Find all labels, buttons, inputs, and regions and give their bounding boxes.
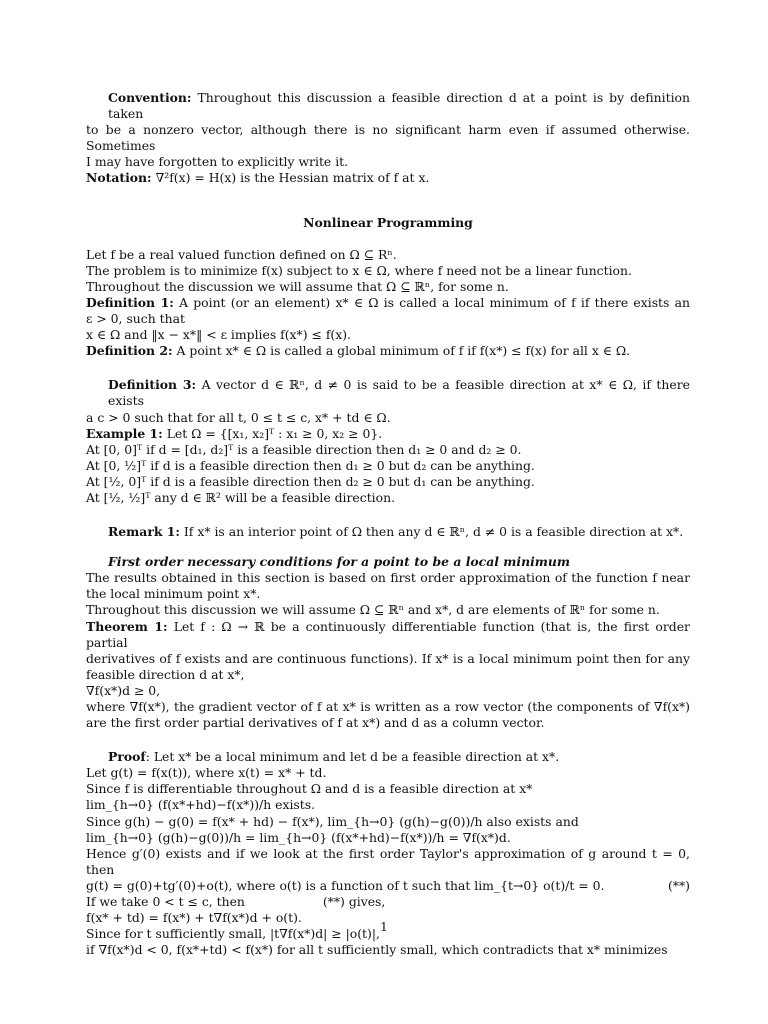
proof-line-5: Since g(h) − g(0) = f(x* + hd) − f(x*), lim_{h→0} (g(h)−g(0))/h also exists and <box>86 813 579 829</box>
convention-text-1: Throughout this discussion a feasible direction d at a point is by definition taken <box>108 90 690 122</box>
notation-text: ∇²f(x) = H(x) is the Hessian matrix of f at x. <box>155 170 430 186</box>
convention-line-2: to be a nonzero vector, although there is no significant harm even if assumed otherwise. Sometimes <box>86 122 690 154</box>
definition-1-text-1: A point (or an element) x* ∈ Ω is called a local minimum of f if there exists an <box>179 294 690 310</box>
example-1-item: At [0, ½]ᵀ if d is a feasible direction then d₁ ≥ 0 but d₂ can be anything. <box>86 457 535 473</box>
first-order-line-2: the local minimum point x*. <box>86 586 261 602</box>
notation-line <box>86 170 690 186</box>
proof-line-2: Let g(t) = f(x(t)), where x(t) = x* + td. <box>86 765 327 781</box>
theorem-1-line-5: where ∇f(x*), the gradient vector of f at x* is written as a row vector (the components of ∇f(x*) <box>86 699 690 714</box>
definition-3-label: Definition 3: <box>108 377 197 393</box>
definition-2-label: Definition 2: <box>86 343 173 359</box>
first-order-line-3: Throughout this discussion we will assume Ω ⊆ ℝⁿ and x*, d are elements of ℝⁿ for some n. <box>86 602 660 618</box>
proof-text-9b: (**) gives, <box>322 894 386 910</box>
definition-1-line-1 <box>86 295 690 311</box>
definition-3-text-1: A vector d ∈ ℝⁿ, d ≠ 0 is said to be a feasible direction at x* ∈ Ω, if there exists <box>108 377 690 409</box>
theorem-1-line-4: ∇f(x*)d ≥ 0, <box>86 682 161 698</box>
proof-line-3: Since f is differentiable throughout Ω and d is a feasible direction at x* <box>86 781 533 797</box>
equation-tag: (**) <box>667 877 690 893</box>
example-1-item: At [½, ½]ᵀ any d ∈ ℝ² will be a feasible direction. <box>86 489 396 505</box>
notation-label: Notation: <box>86 170 152 186</box>
remark-1-label: Remark 1: <box>108 524 180 540</box>
proof-line-7: Hence g′(0) exists and if we look at the first order Taylor's approximation of g around t = 0, then <box>86 845 690 877</box>
proof-text-1: : Let x* be a local minimum and let d be a feasible direction at x*. <box>145 749 560 765</box>
convention-label: Convention: <box>108 90 192 105</box>
theorem-1-text-1: Let f : Ω → ℝ be a continuously differentiable function (that is, the first order partial <box>86 618 690 650</box>
section-title: Nonlinear Programming <box>303 214 473 230</box>
example-1-item: At [½, 0]ᵀ if d is a feasible direction then d₂ ≥ 0 but d₁ can be anything. <box>86 473 535 489</box>
definition-1-line-2: ε > 0, such that <box>86 311 185 327</box>
proof-line-11: Since for t sufficiently small, |t∇f(x*)d| ≥ |o(t)|, <box>86 926 380 942</box>
example-1-label: Example 1: <box>86 425 163 441</box>
remark-1-text: If x* is an interior point of Ω then any d ∈ ℝⁿ, d ≠ 0 is a feasible direction at x*. <box>183 524 684 540</box>
definition-2-line <box>86 343 690 359</box>
intro-line-3: Throughout the discussion we will assume that Ω ⊆ ℝⁿ, for some n. <box>86 278 509 294</box>
proof-text-9a: If we take 0 < t ≤ c, then <box>86 894 245 910</box>
proof-line-10: f(x* + td) = f(x*) + t∇f(x*)d + o(t). <box>86 910 302 926</box>
example-1-line <box>86 426 690 442</box>
definition-2-text: A point x* ∈ Ω is called a global minimum of f if f(x*) ≤ f(x) for all x ∈ Ω. <box>176 343 631 359</box>
proof-text-8: g(t) = g(0)+tg′(0)+o(t), where o(t) is a function of t such that lim_{t→0} o(t)/t = 0. <box>86 877 605 893</box>
document-page <box>86 90 690 958</box>
page-number: 1 <box>380 920 388 934</box>
definition-1-line-3: x ∈ Ω and ‖x − x*‖ < ε implies f(x*) ≤ f(x). <box>86 327 352 343</box>
proof-line-4: lim_{h→0} (f(x*+hd)−f(x*))/h exists. <box>86 797 316 813</box>
theorem-1-line-1 <box>86 619 690 651</box>
convention-line-1 <box>86 90 690 122</box>
theorem-1-line-6: are the first order partial derivatives of f at x*) and d as a column vector. <box>86 715 545 731</box>
convention-line-3: I may have forgotten to explicitly write it. <box>86 154 349 170</box>
example-1-item: At [0, 0]ᵀ if d = [d₁, d₂]ᵀ is a feasible direction then d₁ ≥ 0 and d₂ ≥ 0. <box>86 441 522 457</box>
proof-line-8 <box>86 878 690 894</box>
theorem-1-line-3: feasible direction d at x*, <box>86 666 245 682</box>
first-order-title: First order necessary conditions for a point to be a local minimum <box>108 554 571 570</box>
first-order-line-1: The results obtained in this section is based on first order approximation of the function f near <box>86 570 690 586</box>
proof-line-12: if ∇f(x*)d < 0, f(x*+td) < f(x*) for all t sufficiently small, which contradicts that x* minimizes <box>86 942 668 958</box>
example-1-text: Let Ω = {[x₁, x₂]ᵀ : x₁ ≥ 0, x₂ ≥ 0}. <box>166 425 383 441</box>
definition-1-label: Definition 1: <box>86 294 174 310</box>
remark-1-line <box>86 524 690 540</box>
proof-label: Proof <box>108 749 146 765</box>
proof-line-9 <box>86 894 690 910</box>
intro-line-1: Let f be a real valued function defined on Ω ⊆ Rⁿ. <box>86 246 397 262</box>
theorem-1-line-2: derivatives of f exists and are continuous functions). If x* is a local minimum point then for any <box>86 650 690 666</box>
proof-line-1 <box>86 749 690 765</box>
definition-3-line-1 <box>86 377 690 409</box>
intro-line-2: The problem is to minimize f(x) subject to x ∈ Ω, where f need not be a linear function. <box>86 262 632 278</box>
definition-3-line-2: a c > 0 such that for all t, 0 ≤ t ≤ c, x* + td ∈ Ω. <box>86 409 391 425</box>
proof-line-6: lim_{h→0} (g(h)−g(0))/h = lim_{h→0} (f(x*+hd)−f(x*))/h = ∇f(x*)d. <box>86 829 511 845</box>
theorem-1-label: Theorem 1: <box>86 618 168 634</box>
